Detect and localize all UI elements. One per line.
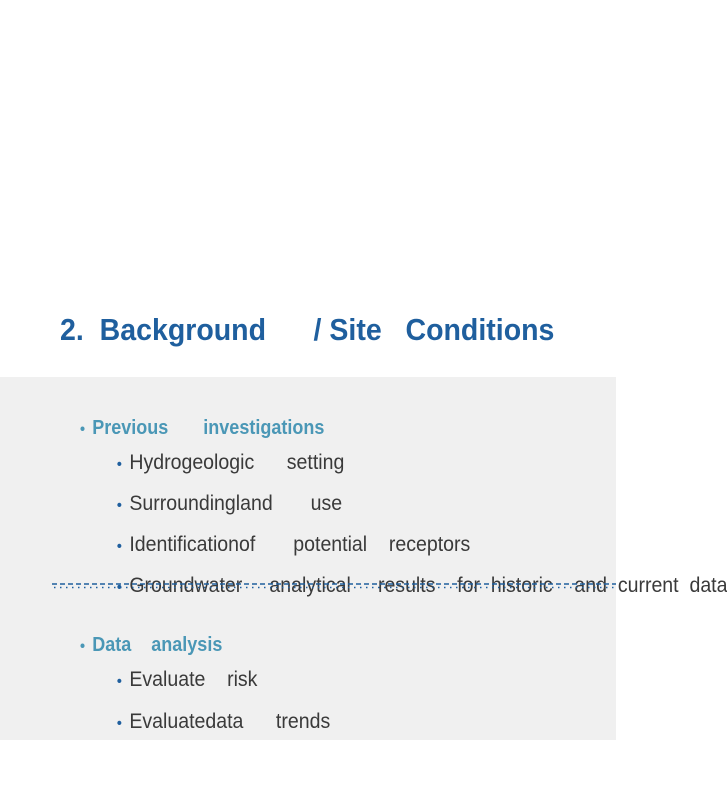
bullet-dot-icon: • (80, 638, 86, 655)
list-item-label: Evaluatedata trends (129, 710, 331, 733)
bullet-dot-icon: • (116, 497, 122, 514)
list-item (95, 456, 343, 515)
list-item-label: Surroundingland use (129, 492, 343, 515)
bullet-dot-icon: • (116, 579, 122, 596)
bullet-dot-icon: • (116, 715, 122, 732)
section-heading-previous-investigations (60, 380, 325, 439)
list-item-label: Hydrogeologic setting (129, 451, 345, 474)
bullet-dot-icon: • (116, 673, 122, 690)
list-item-label: Evaluate risk (129, 668, 258, 691)
bullet-dot-icon: • (116, 538, 122, 555)
section-heading-label: Data analysis (92, 634, 223, 656)
slide-title: 2. Background / Site Conditions (60, 312, 555, 347)
list-item (95, 632, 258, 691)
list-item-label: Identificationof potential receptors (129, 533, 471, 556)
list-item (95, 538, 727, 597)
section-heading-data-analysis (60, 597, 223, 656)
list-item-label: Groundwater analytical results for historic and current data (129, 574, 727, 597)
list-item (95, 674, 331, 733)
section-divider (52, 583, 616, 589)
section-heading-label: Previous investigations (92, 417, 325, 439)
bullet-dot-icon: • (116, 456, 122, 473)
list-item (95, 415, 345, 474)
bullet-dot-icon: • (80, 421, 86, 438)
list-item (95, 497, 471, 556)
